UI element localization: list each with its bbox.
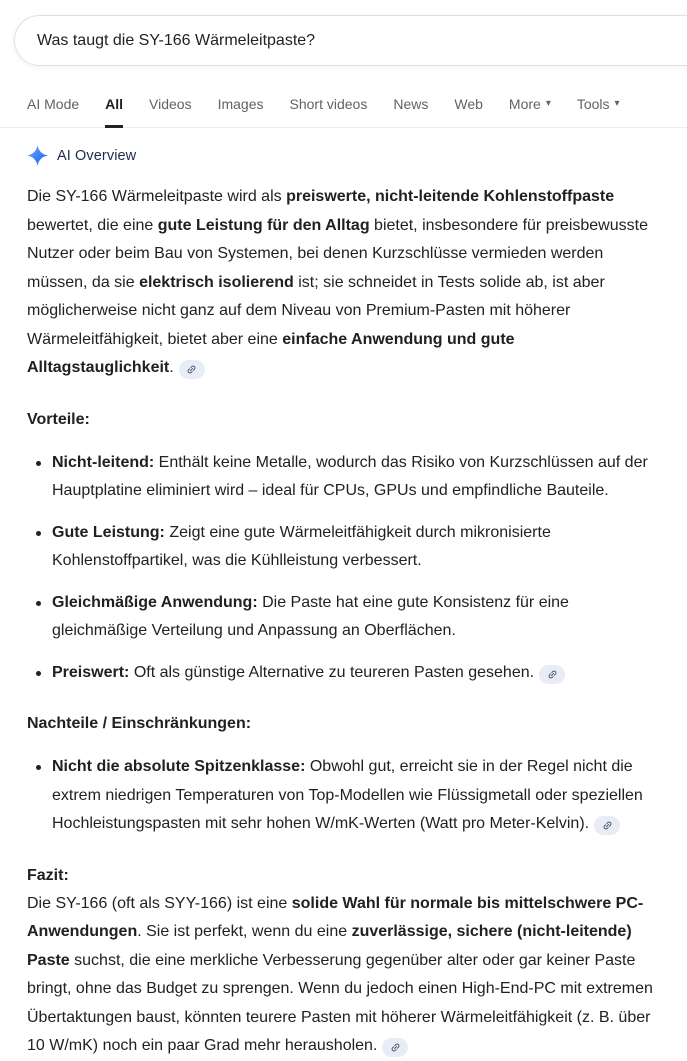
list-item <box>27 659 661 688</box>
section-heading-nachteile: Nachteile / Einschränkungen: <box>27 715 252 732</box>
fazit-paragraph <box>27 890 661 1061</box>
source-link-chip[interactable] <box>382 1038 408 1057</box>
bullet-dot <box>36 461 41 466</box>
list-item-text: Nicht-leitend: Enthält keine Metalle, wodurch das Risiko von Kurzschlüssen auf der Hauptplatine eliminiert wird – ideal für CPUs, GPUs und empfindliche Bauteile. <box>52 453 648 499</box>
list-item <box>27 753 661 839</box>
ai-overview-label: AI Overview <box>57 147 137 164</box>
bullet-dot <box>36 531 41 536</box>
tab-tools[interactable]: Tools ▾ <box>576 96 620 112</box>
link-icon <box>388 1040 404 1056</box>
list-item <box>27 589 661 646</box>
results-tab-bar <box>0 88 687 128</box>
ai-overview-header <box>27 145 660 166</box>
section-heading-fazit: Fazit: <box>27 866 69 884</box>
ai-overview-intro-paragraph <box>27 183 661 383</box>
link-icon <box>544 666 560 682</box>
source-link-chip[interactable] <box>594 816 620 835</box>
link-icon <box>184 362 200 378</box>
gemini-sparkle-icon <box>27 145 48 166</box>
chevron-down-icon: ▾ <box>614 98 620 109</box>
list-item <box>27 519 661 576</box>
list-item-text: Nicht die absolute Spitzenklasse: Obwohl gut, erreicht sie in der Regel nicht die extrem niedrigen Temperaturen von Top-Modellen wie Flüssigmetall oder speziellen Hochleistungspasten mit sehr hohen W/mK-Werten (Watt pro Meter-Kelvin). <box>52 758 643 832</box>
ai-overview-panel <box>0 128 687 1061</box>
list-item-text: Gute Leistung: Zeigt eine gute Wärmeleitfähigkeit durch mikronisierte Kohlenstoffpartikel, was die Kühlleistung verbessert. <box>52 523 551 569</box>
tab-images[interactable]: Images <box>217 96 264 112</box>
tab-all[interactable]: All <box>105 88 123 128</box>
bullet-dot <box>36 671 41 676</box>
vorteile-list <box>27 449 661 688</box>
bullet-dot <box>36 765 41 770</box>
bullet-dot <box>36 601 41 606</box>
chevron-down-icon: ▾ <box>545 98 551 109</box>
tab-ai-mode[interactable]: AI Mode <box>27 96 80 112</box>
search-bar[interactable] <box>14 15 687 66</box>
tab-short-videos[interactable]: Short videos <box>289 96 368 112</box>
search-input[interactable] <box>37 32 687 50</box>
nachteile-list <box>27 753 661 839</box>
tab-news[interactable]: News <box>393 96 429 112</box>
list-item <box>27 449 661 506</box>
list-item-text: Gleichmäßige Anwendung: Die Paste hat eine gute Konsistenz für eine gleichmäßige Verteilung und Anpassung an Oberflächen. <box>52 593 569 639</box>
source-link-chip[interactable] <box>539 665 565 684</box>
link-icon <box>599 818 615 834</box>
source-link-chip[interactable] <box>179 360 205 379</box>
tab-videos[interactable]: Videos <box>149 96 192 112</box>
tab-web[interactable]: Web <box>454 96 483 112</box>
paragraph-text: Die SY-166 Wärmeleitpaste wird als preiswerte, nicht-leitende Kohlenstoffpaste bewertet, die eine gute Leistung für den Alltag bietet, insbesondere für preisbewusste Nutzer oder beim Bau von Systemen, bei denen Kurzschlüsse vermieden werden müssen, da sie elektrisch isolierend ist; sie schneidet in Tests solide ab, ist aber möglicherweise nicht ganz auf dem Niveau von Premium-Pasten mit höherer Wärmeleitfähigkeit, bietet aber eine einfache Anwendung und gute Alltagstauglichkeit. <box>27 188 648 376</box>
tab-more[interactable]: More ▾ <box>508 96 551 112</box>
list-item-text: Preiswert: Oft als günstige Alternative zu teureren Pasten gesehen. <box>52 663 535 681</box>
section-heading-vorteile: Vorteile: <box>27 410 90 428</box>
paragraph-text: Die SY-166 (oft als SYY-166) ist eine solide Wahl für normale bis mittelschwere PC-Anwendungen. Sie ist perfekt, wenn du eine zuverlässige, sichere (nicht-leitende) Paste suchst, die eine merkliche Verbesserung gegenüber alter oder gar keiner Paste bringt, ohne das Budget zu sprengen. Wenn du jedoch einen High-End-PC mit extremen Übertaktungen baust, könnten teurere Pasten mit höherer Wärmeleitfähigkeit (z. B. über 10 W/mK) noch ein paar Grad mehr herausholen. <box>27 894 653 1054</box>
